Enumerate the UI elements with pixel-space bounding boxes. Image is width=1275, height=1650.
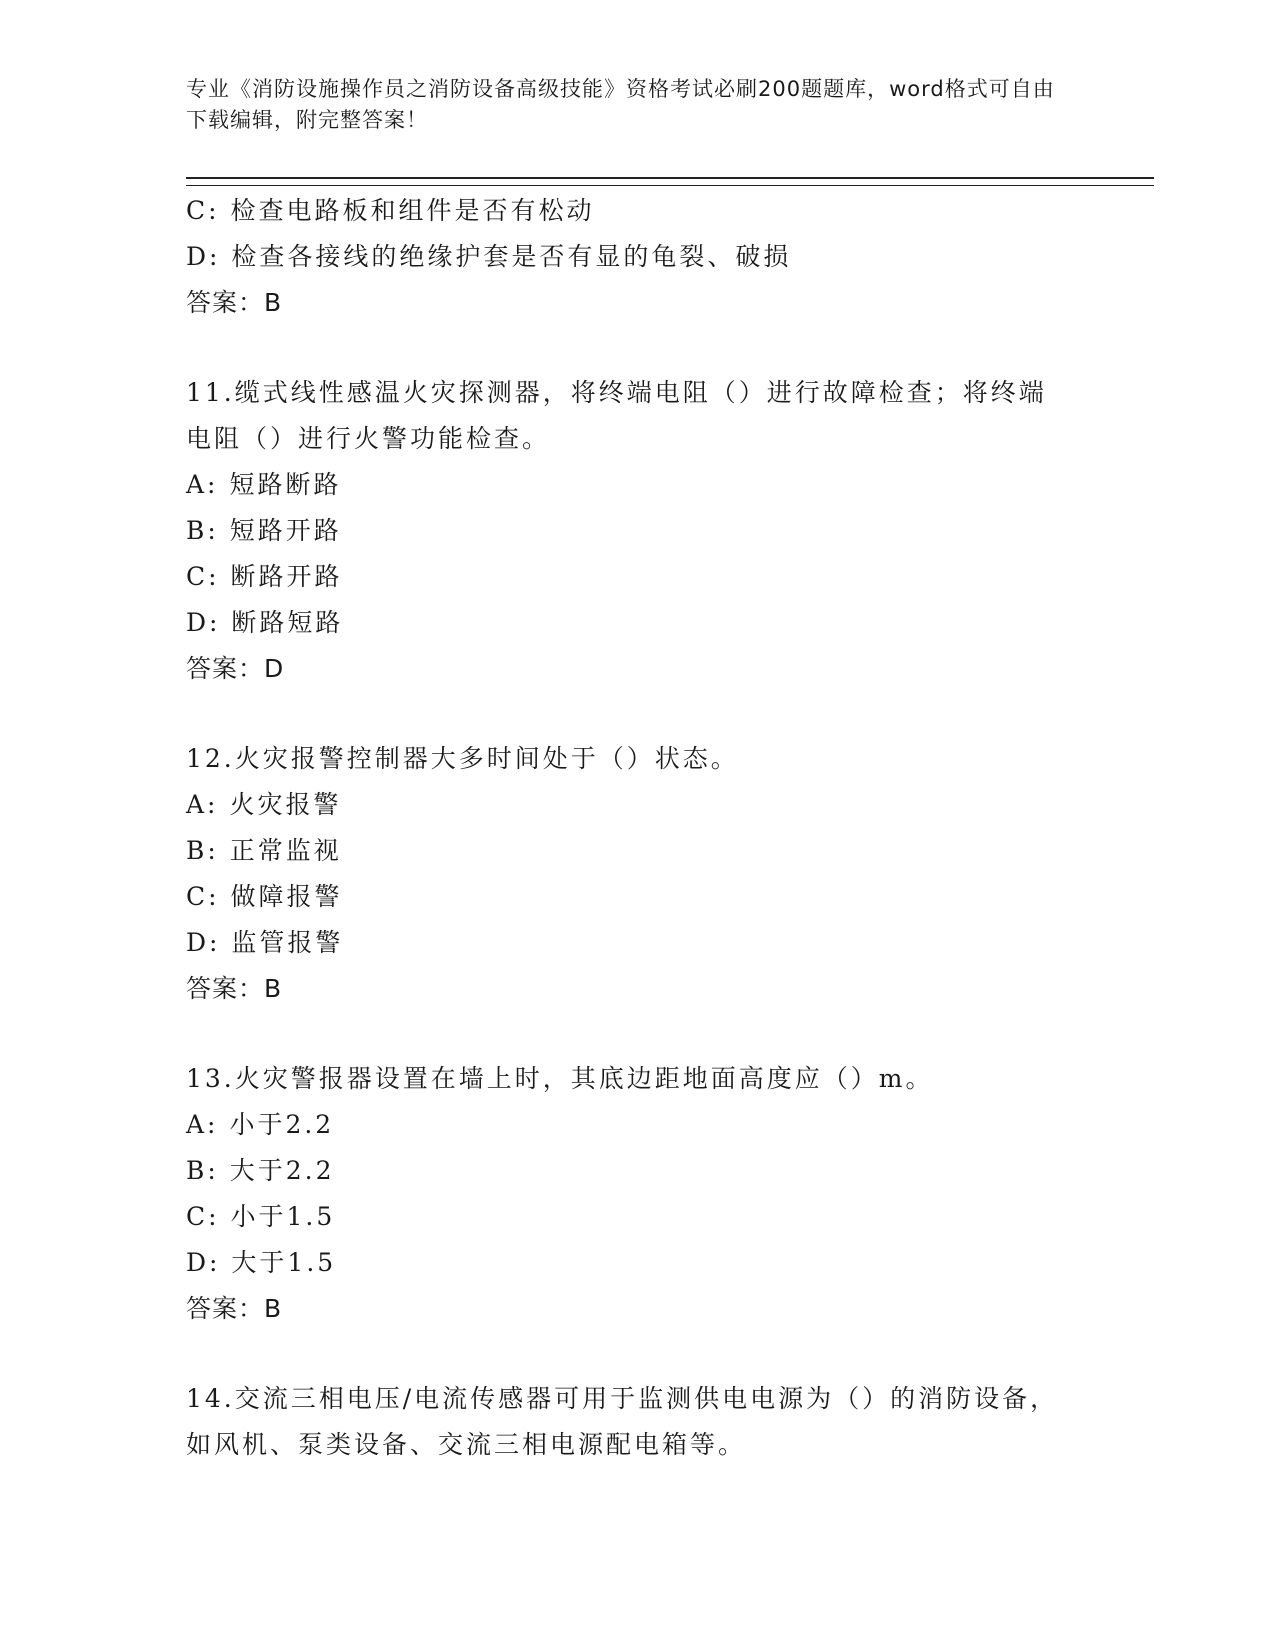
option-d (186, 920, 1086, 966)
option-c (186, 188, 1086, 234)
option-d (186, 234, 1086, 280)
document-header: 专业《消防设施操作员之消防设备高级技能》资格考试必刷200题题库，word格式可自由下载编辑，附完整答案！ (186, 77, 1055, 132)
option-letter: B: (186, 516, 219, 545)
option-a (186, 1102, 1086, 1148)
option-letter: C: (186, 562, 220, 591)
option-c (186, 554, 1086, 600)
answer: 答案：B (186, 974, 283, 1003)
option-text: 检查各接线的绝缘护套是否有显的龟裂、破损 (231, 242, 792, 271)
answer: 答案：B (186, 1294, 283, 1323)
answer: 答案：B (186, 288, 283, 317)
option-text: 监管报警 (231, 928, 344, 957)
option-letter: A: (186, 1110, 219, 1139)
option-letter: D: (186, 928, 221, 957)
question-stem-11: 11.缆式线性感温火灾探测器，将终端电阻（）进行故障检查；将终端电阻（）进行火警功能检查。 (186, 378, 1047, 453)
option-letter: A: (186, 790, 219, 819)
question-stem-12: 12.火灾报警控制器大多时间处于（）状态。 (186, 744, 739, 773)
option-text: 大于2.2 (229, 1156, 335, 1185)
question-stem-14: 14.交流三相电压/电流传感器可用于监测供电电源为（）的消防设备，如风机、泵类设备、交流三相电源配电箱等。 (186, 1384, 1059, 1459)
option-text: 断路短路 (231, 608, 344, 637)
option-text: 大于1.5 (231, 1248, 337, 1277)
option-text: 短路断路 (229, 470, 342, 499)
option-letter: C: (186, 1202, 220, 1231)
option-text: 火灾报警 (229, 790, 342, 819)
option-letter: A: (186, 470, 219, 499)
option-letter: C: (186, 196, 220, 225)
option-b (186, 828, 1086, 874)
question-content (186, 188, 1086, 1468)
option-b (186, 1148, 1086, 1194)
option-c (186, 874, 1086, 920)
header-divider (186, 177, 1154, 186)
option-text: 短路开路 (229, 516, 342, 545)
option-text: 正常监视 (229, 836, 342, 865)
option-c (186, 1194, 1086, 1240)
option-letter: B: (186, 1156, 219, 1185)
option-text: 做障报警 (230, 882, 343, 911)
option-text: 断路开路 (230, 562, 343, 591)
option-d (186, 600, 1086, 646)
option-text: 小于2.2 (229, 1110, 335, 1139)
option-letter: B: (186, 836, 219, 865)
option-a (186, 782, 1086, 828)
question-stem-13: 13.火灾警报器设置在墙上时，其底边距地面高度应（）m。 (186, 1064, 934, 1093)
answer: 答案：D (186, 654, 285, 683)
option-letter: D: (186, 608, 221, 637)
option-text: 检查电路板和组件是否有松动 (230, 196, 595, 225)
option-letter: C: (186, 882, 220, 911)
option-text: 小于1.5 (230, 1202, 336, 1231)
option-letter: D: (186, 1248, 221, 1277)
option-letter: D: (186, 242, 221, 271)
option-a (186, 462, 1086, 508)
option-b (186, 508, 1086, 554)
option-d (186, 1240, 1086, 1286)
